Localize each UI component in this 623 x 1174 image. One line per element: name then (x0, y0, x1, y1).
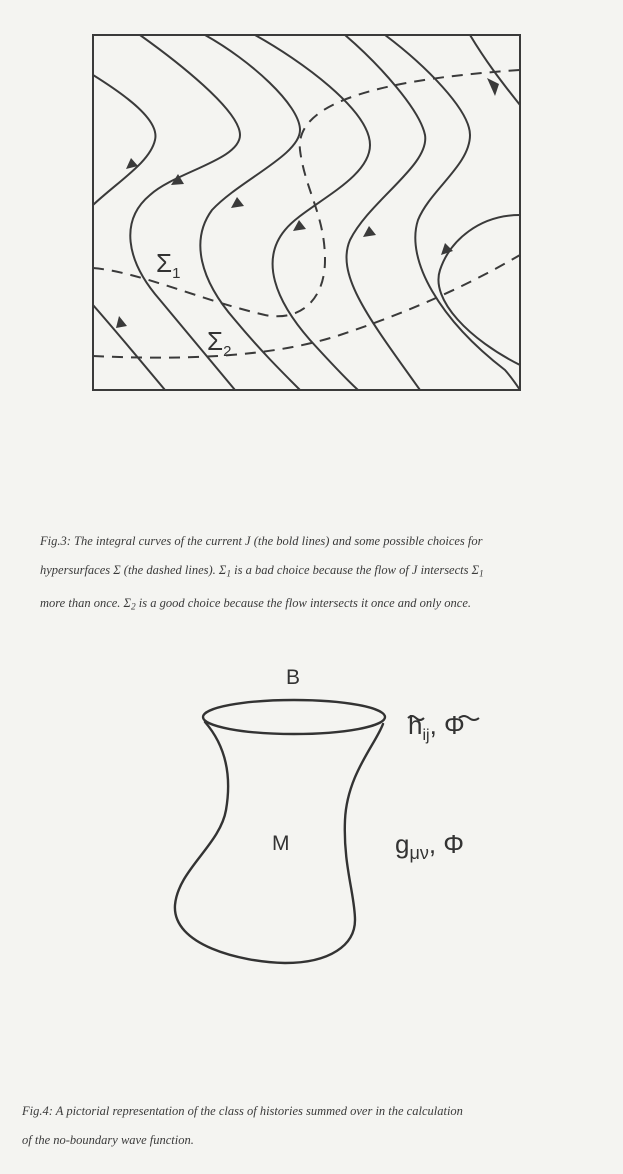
caption-line: Fig.3: The integral curves of the current J (the bold lines) and some possible choices for (40, 534, 483, 548)
boundary-label: B (286, 666, 301, 689)
hypersurface-sigma-1 (93, 70, 520, 316)
flow-arrow (231, 197, 244, 208)
flow-arrow (116, 316, 127, 328)
flow-curve (255, 35, 370, 390)
figure-3 (0, 20, 623, 400)
flow-curve (93, 75, 155, 205)
flow-curve (93, 305, 165, 390)
manifold-label: M (272, 832, 290, 855)
caption-line: of the no-boundary wave function. (22, 1133, 194, 1147)
caption-line: more than once. $\Sigma_2$ is a good choice because the flow intersects it once and only once. (40, 596, 472, 613)
bulk-fields (395, 829, 464, 863)
flow-curve (130, 35, 240, 390)
caption-line: Fig.4: A pictorial representation of the class of histories summed over in the calculation (22, 1104, 463, 1118)
svg-text:gμν, Φ: $g_{\mu\nu}$, Φ (395, 829, 465, 863)
figure-3-caption (40, 527, 600, 623)
flow-curve (385, 35, 520, 390)
figure-4 (0, 650, 623, 970)
boundary-fields (408, 710, 479, 744)
sigma-1-label: $\Sigma_1$ (156, 248, 181, 282)
flow-arrow (487, 78, 499, 96)
flow-arrow (363, 226, 376, 237)
caption-line: hypersurfaces Σ (the dashed lines). $\Sigma_1$ is a bad choice because the flow of J intersects $\Sigma_1$ (40, 563, 484, 580)
boundary-ellipse (203, 700, 385, 734)
sigma-2-label: $\Sigma_2$ (207, 326, 232, 360)
figure-4-caption (22, 1097, 602, 1155)
svg-text:hij, Φ: $h_{ij}$, Φ (408, 710, 465, 744)
flow-curve (438, 215, 520, 365)
